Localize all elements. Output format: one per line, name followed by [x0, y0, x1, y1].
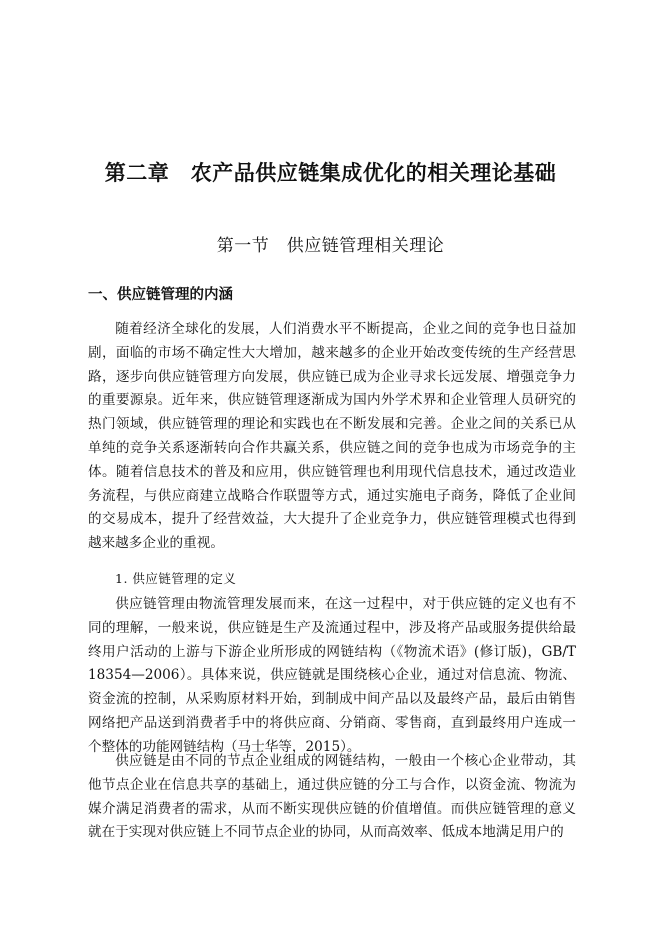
heading-level-2: 1. 供应链管理的定义	[115, 571, 237, 586]
heading-level-1: 一、供应链管理的内涵	[88, 287, 233, 303]
paragraph-1: 随着经济全球化的发展，人们消费水平不断提高，企业之间的竞争也日益加剧，面临的市场不确定性大大增加，越来越多的企业开始改变传统的生产经营思路，逐步向供应链管理方向发展，供应链已成为企业寻求长远发展、增强竞争力的重要源泉。近年来，供应链管理逐渐成为国内外学术界和企业管理人员研究的热门领域，供应链管理的理论和实践也在不断发展和完善。企业之间的关系已从单纯的竞争关系逐渐转向合作共赢关系，供应链之间的竞争也成为市场竞争的主体。随着信息技术的普及和应用，供应链管理也利用现代信息技术，通过改造业务流程，与供应商建立战略合作联盟等方式，通过实施电子商务，降低了企业间的交易成本，提升了经营效益，大大提升了企业竞争力，供应链管理模式也得到越来越多企业的重视。	[88, 321, 576, 552]
paragraph-3: 供应链是由不同的节点企业组成的网链结构，一般由一个核心企业带动，其他节点企业在信息共享的基础上，通过供应链的分工与合作，以资金流、物流为媒介满足消费者的需求，从而不断实现供应链的价值增值。而供应链管理的意义就在于实现对供应链上不同节点企业的协同，从而高效率、低成本地满足用户的	[88, 753, 576, 841]
section-title: 第一节 供应链管理相关理论	[216, 236, 445, 256]
paragraph-2: 供应链管理由物流管理发展而来，在这一过程中，对于供应链的定义也有不同的理解，一般来说，供应链是生产及流通过程中，涉及将产品或服务提供给最终用户活动的上游与下游企业所形成的网链结构（《物流术语》(修订版)，GB/T 18354—2006）。具体来说，供应链就是围绕核心企业，通过对信息流、物流、资金流的控制，从采购原材料开始，到制成中间产品以及最终产品，最后由销售网络把产品送到消费者手中的将供应商、分销商、零售商，直到最终用户连成一个整体的功能网链结构（马士华等，2015）。	[88, 596, 576, 755]
chapter-title: 第二章 农产品供应链集成优化的相关理论基础	[104, 160, 557, 185]
